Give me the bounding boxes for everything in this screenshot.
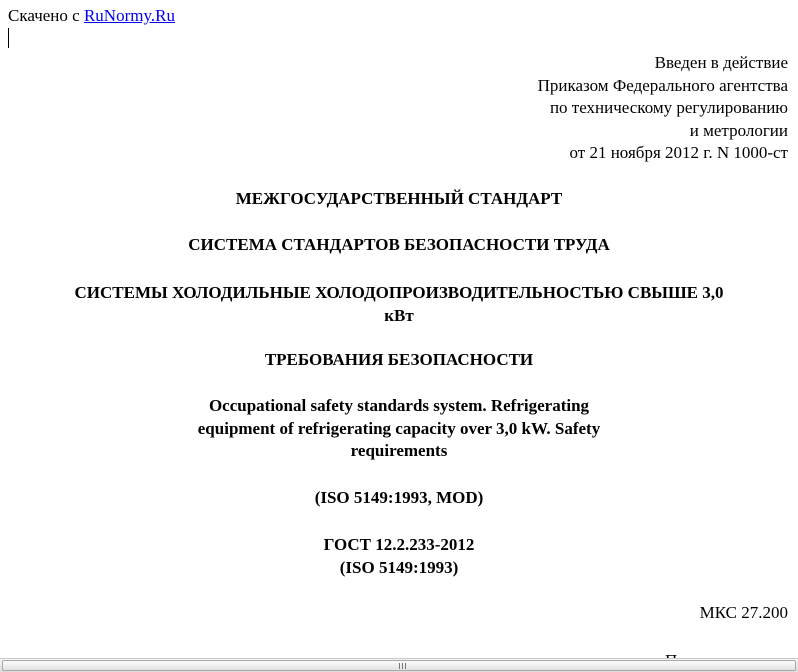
- gost-designation: [0, 534, 798, 579]
- text-cursor: [8, 28, 9, 48]
- horizontal-scrollbar[interactable]: [0, 658, 798, 672]
- source-link[interactable]: RuNormy.Ru: [83, 6, 175, 25]
- system-heading: [0, 234, 798, 257]
- subject-heading: [0, 282, 798, 327]
- english-title: [0, 395, 798, 463]
- english-title-line: requirements: [350, 441, 448, 460]
- approval-block: [538, 52, 788, 165]
- approval-line: Введен в действие: [654, 53, 788, 72]
- mks-code: МКС 27.200: [699, 603, 788, 622]
- heading-text: СИСТЕМА СТАНДАРТОВ БЕЗОПАСНОСТИ ТРУДА: [188, 235, 610, 254]
- scrollbar-thumb[interactable]: [2, 660, 796, 671]
- english-title-line: equipment of refrigerating capacity over 3,0 kW. Safety: [197, 418, 601, 438]
- approval-line: по техническому регулированию: [549, 98, 788, 117]
- requirements-heading: [0, 349, 798, 372]
- approval-line: от 21 ноября 2012 г. N 1000-ст: [569, 143, 788, 162]
- source-prefix: Скачено с: [8, 6, 84, 25]
- approval-line: Приказом Федерального агентства: [537, 75, 788, 95]
- gost-number: ГОСТ 12.2.233-2012: [323, 535, 475, 554]
- iso-mod-reference: [0, 487, 798, 510]
- english-title-line: Occupational safety standards system. Refrigerating: [208, 396, 590, 415]
- reference-text: (ISO 5149:1993, MOD): [314, 488, 484, 507]
- source-line: [8, 6, 175, 26]
- heading-text: ТРЕБОВАНИЯ БЕЗОПАСНОСТИ: [264, 350, 534, 369]
- iso-number: (ISO 5149:1993): [339, 557, 459, 577]
- interstate-standard-heading: [0, 188, 798, 211]
- grip-icon: [399, 663, 407, 669]
- heading-text: МЕЖГОСУДАРСТВЕННЫЙ СТАНДАРТ: [235, 189, 563, 208]
- heading-line: СИСТЕМЫ ХОЛОДИЛЬНЫЕ ХОЛОДОПРОИЗВОДИТЕЛЬНОСТЬЮ СВЫШЕ 3,0: [74, 283, 724, 302]
- approval-line: и метрологии: [689, 120, 788, 140]
- heading-line: кВт: [384, 305, 414, 325]
